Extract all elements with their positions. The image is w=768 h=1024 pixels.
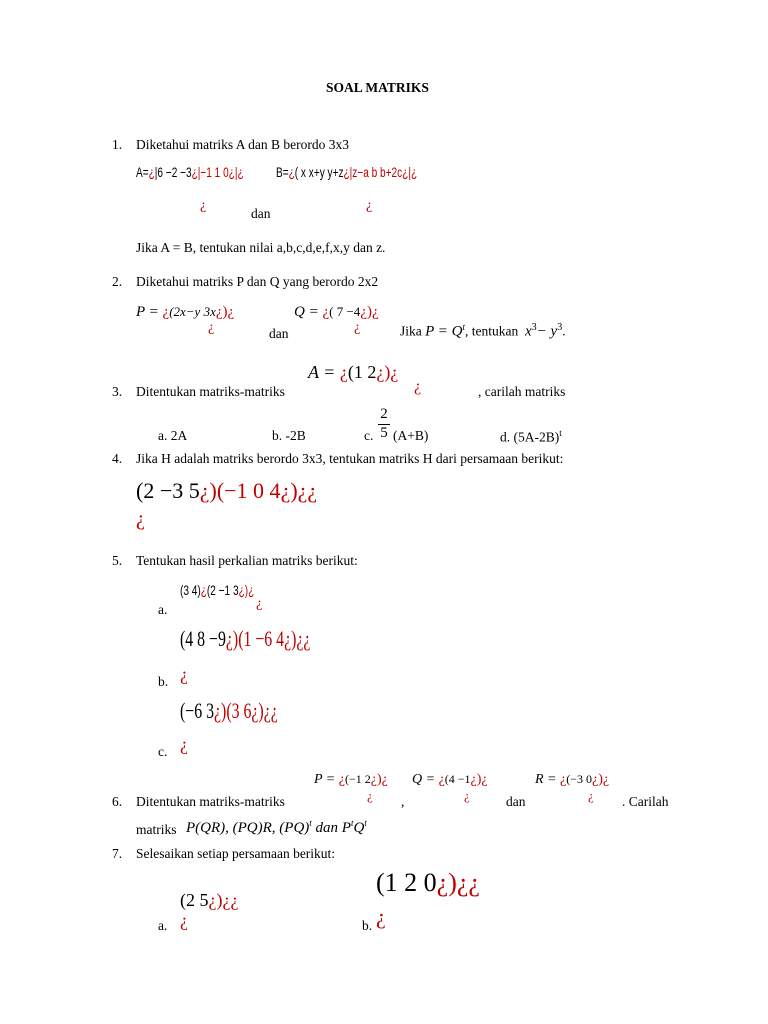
- equation-matrix: [136, 478, 317, 504]
- inverted-question-mark: ¿: [588, 788, 594, 803]
- inverted-question-mark: ¿: [366, 198, 373, 213]
- equation-b: [376, 868, 480, 898]
- matrix-label: P =: [314, 772, 339, 787]
- question-7: [112, 846, 335, 862]
- product-a: [180, 582, 254, 598]
- conjunction-dan: dan: [251, 206, 271, 221]
- inverted-question-mark: ¿: [200, 198, 207, 213]
- inverted-question-mark: ¿: [354, 320, 361, 335]
- matrix-label: A=: [136, 164, 149, 180]
- matrix-tail: ¿)¿: [238, 582, 255, 598]
- matrix-label: P =: [136, 304, 163, 320]
- matrix-tail: ¿)¿: [376, 362, 399, 382]
- transpose-superscript: t: [309, 818, 312, 828]
- inverted-question-mark: ¿: [464, 788, 470, 803]
- matrix-entries: ( 7 −4: [329, 304, 361, 319]
- question-text: Jika H adalah matriks berordo 3x3, tentukan matriks H dari persamaan berikut:: [136, 451, 564, 466]
- matrix-entries: (−6 3: [180, 698, 215, 723]
- matrix-tail: ¿)¿: [591, 772, 610, 787]
- transpose-superscript: t: [350, 818, 354, 828]
- condition-expression: P = Q: [425, 323, 463, 340]
- tentukan-label: , tentukan: [465, 323, 519, 339]
- transpose-superscript: t: [559, 428, 562, 438]
- expressions-list: [186, 818, 367, 837]
- matrix-tail: ¿)¿: [370, 772, 388, 787]
- inverted-question-mark: ¿: [208, 320, 215, 335]
- inverted-question-mark: ¿: [148, 164, 155, 180]
- inverted-question-mark: ¿: [367, 788, 373, 803]
- carilah-label: . Carilah: [622, 794, 669, 809]
- inverted-question-mark: ¿: [339, 362, 348, 382]
- matrix-q-expression: [294, 304, 379, 321]
- matrix-entries: (2x−y 3x: [169, 304, 216, 319]
- matrix-tail-end: ¿)¿¿: [280, 478, 318, 503]
- matrix-tail: ¿)¿¿: [208, 890, 239, 910]
- conjunction-dan: dan: [269, 326, 289, 341]
- matrix-label: A =: [308, 362, 340, 382]
- product-b: [180, 626, 310, 652]
- exponent: 3: [531, 322, 537, 333]
- inverted-question-mark: ¿: [288, 164, 295, 180]
- question-text: Selesaikan setiap persamaan berikut:: [136, 846, 336, 861]
- question-ask: Jika A = B, tentukan nilai a,b,c,d,e,f,x,y dan z.: [136, 240, 386, 255]
- question-text: Ditentukan matriks-matriks: [136, 794, 285, 809]
- matrix-tail: ¿)¿: [470, 772, 488, 787]
- matrix-tail: ¿)(1 −6 4: [225, 626, 285, 651]
- question-number: 7.: [112, 846, 123, 861]
- item-a-label: a.: [158, 602, 168, 617]
- matrix-tail: ¿|−1 1 0¿|¿: [191, 164, 244, 180]
- matrix-label: R =: [535, 772, 560, 787]
- matrix-tail: ¿)(3 6: [214, 698, 252, 723]
- question-5: [112, 553, 358, 569]
- matrix-tail: ¿)¿¿: [436, 868, 480, 897]
- inverted-question-mark: ¿: [180, 664, 188, 684]
- inverted-question-mark: ¿: [136, 508, 145, 530]
- matrix-entries: (−3 0: [566, 772, 592, 786]
- matrix-p-expression: [314, 772, 388, 788]
- expression-dan: dan P: [311, 820, 351, 836]
- matrix-a-expression: [136, 164, 244, 180]
- equation-a: [180, 890, 238, 911]
- question-text: Diketahui matriks A dan B berordo 3x3: [136, 137, 349, 152]
- matrix-tail: ¿|z−a b b+2c¿|¿: [343, 164, 418, 180]
- matrix-tail: ¿)(−1 0 4: [199, 478, 281, 503]
- jika-label: Jika: [400, 323, 422, 339]
- matrix-entries: (4 −1: [444, 772, 471, 786]
- question-number: 6.: [112, 794, 123, 809]
- conjunction-dan: dan: [506, 794, 526, 809]
- question-6: [112, 794, 285, 810]
- product-c: [180, 698, 278, 724]
- item-b-label: b.: [158, 674, 169, 689]
- matrix-entries: ( x x+y y+z: [294, 164, 344, 180]
- inverted-question-mark: ¿: [338, 772, 345, 787]
- expression-base: x: [525, 323, 532, 340]
- question-ask: , carilah matriks: [478, 384, 566, 399]
- option-c-label: c.: [364, 428, 374, 443]
- inverted-question-mark: ¿: [180, 734, 188, 754]
- inverted-question-mark: ¿: [414, 378, 422, 395]
- question-text: Tentukan hasil perkalian matriks berikut:: [136, 553, 358, 568]
- matrix-entries: (3 4): [180, 582, 201, 598]
- option-d: [500, 428, 562, 446]
- question-text: Ditentukan matriks-matriks: [136, 384, 285, 399]
- inverted-question-mark: ¿: [200, 582, 207, 598]
- condition: [400, 322, 566, 341]
- question-3: [112, 384, 285, 400]
- inverted-question-mark: ¿: [560, 772, 567, 787]
- option-c-expression: (A+B): [393, 428, 429, 443]
- expression-minus: − y: [536, 323, 558, 340]
- inverted-question-mark: ¿: [322, 304, 330, 320]
- fraction-numerator: 2: [380, 406, 388, 422]
- matrix-entries: (1 2 0: [376, 868, 437, 897]
- item-c-label: c.: [158, 744, 168, 759]
- fraction: [378, 406, 390, 442]
- inverted-question-mark: ¿: [180, 910, 188, 930]
- question-number: 4.: [112, 451, 123, 466]
- inverted-question-mark: ¿: [162, 304, 170, 320]
- comma: ,: [401, 794, 405, 809]
- matrix-b-expression: [276, 164, 417, 180]
- matrix-r-expression: [535, 772, 609, 788]
- period: .: [562, 323, 566, 339]
- item-a-label: a.: [158, 918, 168, 933]
- matrix-tail: ¿)¿: [215, 304, 235, 320]
- question-1: [112, 137, 349, 153]
- question-text: Diketahui matriks P dan Q yang berordo 2x2: [136, 274, 379, 289]
- matrix-entries: (2 5: [180, 890, 209, 910]
- question-number: 3.: [112, 384, 123, 399]
- matrix-label: Q =: [412, 772, 439, 787]
- option-d-text: d. (5A-2B): [500, 429, 560, 445]
- option-b: b. -2B: [272, 428, 306, 443]
- option-a: a. 2A: [158, 428, 188, 443]
- expression-text: P(QR), (PQ)R, (PQ): [186, 820, 310, 836]
- question-2: [112, 274, 378, 290]
- inverted-question-mark: ¿: [256, 596, 263, 611]
- matrix-entries: (4 8 −9: [180, 626, 226, 651]
- matrix-tail: ¿)¿: [360, 304, 379, 320]
- question-number: 5.: [112, 553, 123, 568]
- matrix-label: B=: [276, 164, 289, 180]
- question-4: [112, 451, 563, 467]
- matrix-entries: (−1 2: [344, 772, 371, 786]
- transpose-superscript: t: [462, 322, 465, 332]
- item-b-label: b.: [362, 918, 373, 933]
- page-title: SOAL MATRIKS: [326, 80, 429, 95]
- inverted-question-mark: ¿: [376, 904, 386, 929]
- expression-q: Q: [353, 820, 365, 836]
- matrix-tail-end: ¿)¿¿: [251, 698, 278, 723]
- matrix-a-expression: [308, 362, 398, 383]
- question-number: 1.: [112, 137, 123, 152]
- question-number: 2.: [112, 274, 123, 289]
- matrix-tail-end: ¿)¿¿: [284, 626, 311, 651]
- inverted-question-mark: ¿: [438, 772, 445, 787]
- matrix-entries: (2 −3 5: [136, 478, 200, 503]
- matrix-q-expression: [412, 772, 488, 788]
- transpose-superscript: t: [364, 818, 367, 828]
- exponent: 3: [557, 322, 563, 333]
- matrix-p-expression: [136, 304, 234, 321]
- fraction-denominator: 5: [378, 424, 390, 442]
- matrix-entries: |6 −2 −3: [154, 164, 192, 180]
- matriks-label: matriks: [136, 822, 177, 837]
- matrix-entries: (1 2: [347, 362, 377, 382]
- matrix-label: Q =: [294, 304, 323, 320]
- matrix-entries-2: (2 −1 3: [206, 582, 239, 598]
